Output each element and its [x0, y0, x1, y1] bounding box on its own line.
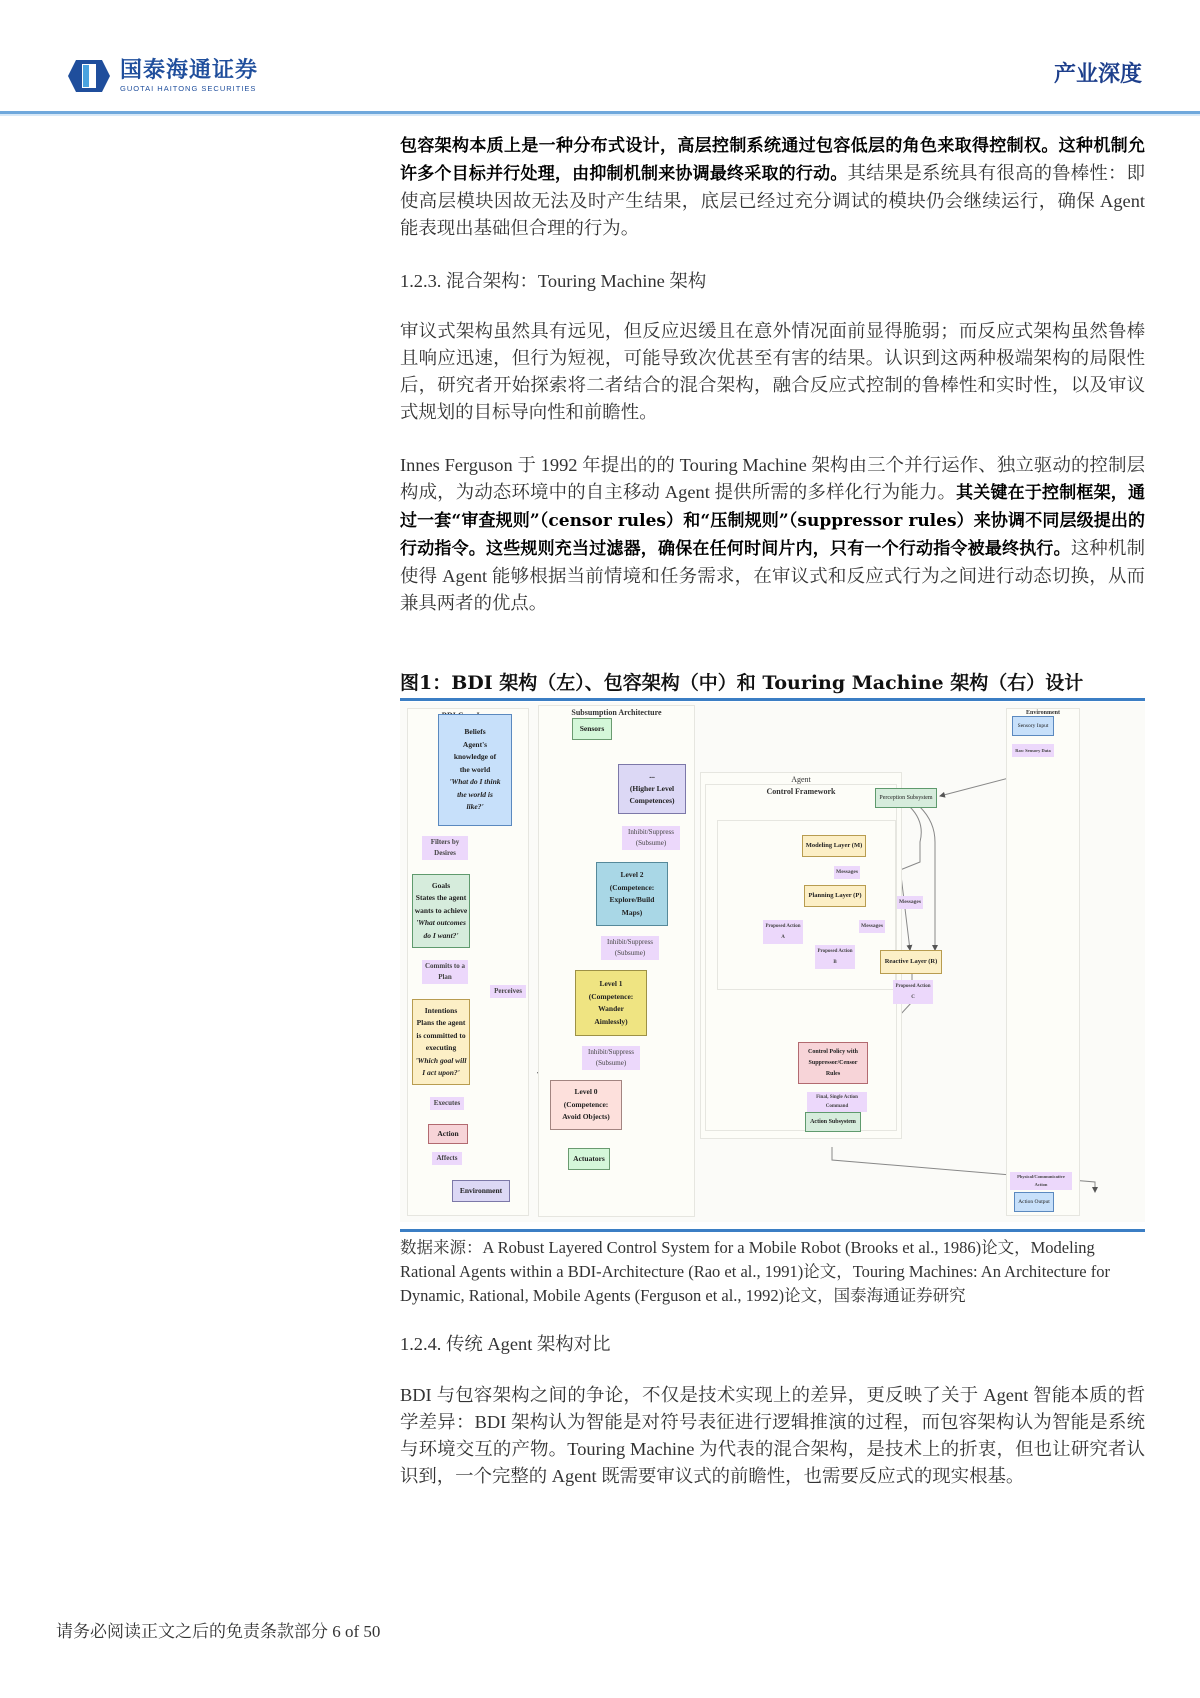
higher-level-competences-node: [618, 764, 686, 814]
node-line: wants to achieve: [414, 905, 468, 915]
page-number: 6 of 50: [332, 1622, 381, 1641]
bold-text: 包容架构本质上是一种分布式设计，高层控制系统通过包容低层的角色来取得控制权。这种机制允许多个目标并行处理，由抑制机制来协调最终采取的行动。: [400, 136, 1145, 184]
body-text: Innes Ferguson 于 1992 年提出的的 Touring Machine 架构由三个并行运作、独立驱动的控制层构成，为动态环境中的自主移动 Agent 提供所需的多样化行为能力。: [400, 455, 1145, 502]
figure-title: 图1：BDI 架构（左）、包容架构（中）和 Touring Machine 架构（右）设计: [400, 668, 1145, 701]
label-line: Commits to a: [424, 962, 466, 970]
heading-text: 1.2.4. 传统 Agent 架构对比: [400, 1334, 611, 1354]
node-line: Goals: [431, 880, 451, 890]
label-line: Plan: [438, 973, 452, 981]
environment-panel: [1006, 708, 1080, 1216]
proposed-action-a-label: Proposed Action A: [763, 920, 803, 944]
level-0-node: [550, 1080, 622, 1130]
paragraph-architecture-comparison: [400, 1382, 1145, 1490]
node-line: the world: [459, 764, 491, 774]
node-line: (Higher Level: [629, 783, 675, 793]
executes-label: Executes: [430, 1097, 464, 1110]
body-text: 其结果是系统具有很高的鲁棒性：即使高层模块因故无法及时产生结果，底层已经过充分调试的模块仍会继续运行，确保 Agent 能表现出基础但合理的行为。: [400, 163, 1145, 238]
beliefs-node: [438, 714, 512, 826]
node-line: 'What outcomes: [416, 918, 466, 928]
label-line: Filters by: [430, 838, 460, 846]
node-line: Level 0: [574, 1087, 598, 1097]
node-line: Explore/Build: [609, 895, 655, 904]
label-line: Physical/Communicative: [1017, 1174, 1065, 1179]
node-line: 'What do I think: [449, 777, 501, 787]
node-line: Competences): [629, 796, 675, 806]
paragraph-subsumption-summary: [400, 132, 1145, 242]
node-line: Maps): [621, 907, 643, 917]
node-line: do I want?': [423, 930, 459, 940]
bold-text: 其关键在于控制框架，通过一套“审查规则”（censor rules）和“压制规则”（suppressor rules）来协调不同层级提出的行动指令。这些规则充当过滤器，确保在任何时间片内，只有一个行动指令被最终执行。: [400, 483, 1145, 559]
raw-sensory-data-label: Raw Sensory Data: [1012, 744, 1054, 757]
action-output-node: Action Output: [1014, 1192, 1054, 1212]
body-text: BDI 与包容架构之间的争论，不仅是技术实现上的差异，更反映了关于 Agent 智能本质的哲学差异：BDI 架构认为智能是对符号表征进行逻辑推演的过程，而包容架构认为智能是系统与环境交互的产物。Touring Machine 为代表的混合架构，是技术上的折衷，但也让研究者认识到，一个完整的 Agent 既需要审议式的前瞻性，也需要反应式的现实根基。: [400, 1385, 1145, 1486]
label-line: Inhibit/Suppress: [607, 938, 653, 946]
header-divider: [0, 111, 1200, 116]
node-line: Avoid Objects): [562, 1112, 610, 1122]
inhibit-suppress-label-1: [601, 936, 659, 960]
node-line: Intentions: [424, 1005, 458, 1015]
page-footer: [56, 1617, 380, 1642]
node-line: Beliefs: [464, 727, 486, 737]
node-line: Plans the agent: [416, 1018, 466, 1027]
architecture-diagram: [400, 702, 1145, 1222]
node-line: I act upon?': [422, 1068, 460, 1077]
node-line: Aimlessly): [594, 1016, 628, 1026]
filters-by-desires-label: [422, 836, 468, 860]
label-line: Desires: [434, 849, 456, 857]
environment-panel-title: Environment: [1026, 710, 1060, 716]
section-heading-1-2-4: [400, 1330, 1145, 1356]
label-line: (Subsume): [614, 949, 646, 957]
node-line: Agent's: [462, 739, 488, 749]
perception-subsystem-node: Perception Subsystem: [875, 788, 937, 808]
disclaimer-text: 请务必阅读正文之后的免责条款部分: [56, 1622, 328, 1641]
label-line: Inhibit/Suppress: [628, 828, 674, 836]
affects-label: Affects: [432, 1152, 462, 1165]
final-action-command-label: [807, 1092, 867, 1112]
node-line: States the agent: [415, 893, 467, 903]
body-text: 审议式架构虽然具有远见，但反应迟缓且在意外情况面前显得脆弱；而反应式架构虽然鲁棒且响应迅速，但行为短视，可能导致次优甚至有害的结果。认识到这两种极端架构的局限性后，研究者开始探索将二者结合的混合架构，融合反应式控制的鲁棒性和实时性，以及审议式规划的目标导向性和前瞻性。: [400, 321, 1145, 422]
messages-label-mp: Messages: [834, 866, 860, 879]
intentions-node: [412, 999, 470, 1085]
actuators-node: Actuators: [568, 1148, 610, 1170]
label-line: (Subsume): [635, 839, 667, 847]
proposed-action-b-label: Proposed Action B: [815, 945, 855, 969]
page-header: [0, 0, 1200, 116]
node-line: Level 1: [599, 979, 623, 988]
company-logo: [66, 58, 258, 94]
node-line: the world is: [457, 789, 493, 799]
logo-chinese-name: 国泰海通证券: [120, 58, 259, 83]
sensory-input-node: Sensory Input: [1012, 716, 1054, 736]
node-line: (Competence:: [563, 1099, 609, 1109]
node-line: Level 2: [620, 870, 644, 879]
messages-label-pr: Messages: [859, 920, 885, 933]
logo-english-name: GUOTAI HAITONG SECURITIES: [120, 84, 257, 93]
node-line: Suppressor/Censor: [808, 1059, 858, 1066]
modeling-layer-node: Modeling Layer (M): [802, 835, 866, 857]
node-line: knowledge of: [453, 752, 497, 762]
perceives-label: Perceives: [490, 985, 526, 998]
action-node: Action: [428, 1124, 468, 1144]
node-line: is committed to: [416, 1030, 466, 1040]
bdi-environment-node: Environment: [452, 1180, 510, 1202]
node-line: 'Which goal will: [415, 1055, 467, 1065]
goals-node: [412, 874, 470, 948]
control-policy-node: [798, 1042, 868, 1084]
messages-label-mr: Messages: [897, 896, 923, 909]
label-line: Final, Single Action: [816, 1095, 858, 1100]
commits-to-plan-label: [422, 960, 468, 984]
label-line: Action: [1034, 1182, 1048, 1187]
paragraph-hybrid-intro: [400, 318, 1145, 426]
control-framework-title: Control Framework: [766, 787, 836, 796]
node-line: Rules: [825, 1070, 841, 1077]
node-line: Control Policy with: [808, 1048, 858, 1055]
node-line: like?': [466, 802, 484, 812]
report-type-label: 产业深度: [1053, 61, 1142, 87]
section-heading-1-2-3: [400, 267, 1145, 293]
node-line: ...: [649, 771, 655, 781]
label-line: Command: [825, 1104, 849, 1109]
node-line: (Competence:: [588, 991, 634, 1001]
action-subsystem-node: Action Subsystem: [805, 1112, 861, 1132]
physical-communicative-action-label: [1010, 1172, 1072, 1190]
level-1-node: [575, 970, 647, 1036]
figure-bottom-rule: [400, 1229, 1145, 1232]
node-line: Wander: [598, 1004, 624, 1013]
node-line: executing: [425, 1043, 457, 1052]
body-text: 这种机制使得 Agent 能够根据当前情境和任务需求，在审议式和反应式行为之间进行动态切换，从而兼具两者的优点。: [400, 538, 1145, 613]
label-line: (Subsume): [595, 1059, 627, 1067]
planning-layer-node: Planning Layer (P): [804, 885, 866, 907]
node-line: (Competence:: [609, 882, 655, 892]
heading-text: 1.2.3. 混合架构：Touring Machine 架构: [400, 271, 707, 291]
label-line: Inhibit/Suppress: [588, 1048, 634, 1056]
level-2-node: [596, 862, 668, 926]
sensors-node: Sensors: [572, 718, 612, 740]
reactive-layer-node: Reactive Layer (R): [880, 950, 942, 974]
paragraph-touring-machine: [400, 452, 1145, 617]
subsumption-panel-title: Subsumption Architecture: [571, 708, 662, 717]
logo-emblem-icon: [66, 58, 112, 94]
agent-panel-title: Agent: [791, 775, 811, 784]
inhibit-suppress-label-2: [622, 826, 680, 850]
inhibit-suppress-label-0: [582, 1046, 640, 1070]
proposed-action-c-label: Proposed Action C: [893, 980, 933, 1004]
figure-source-note: 数据来源：A Robust Layered Control System for a Mobile Robot (Brooks et al., 1986)论文，Modeling Rational Agents within a BDI-Architecture (Rao et al., 1991)论文，Touring Machines: An Architecture for Dynamic, Rational, Mobile Agents (Ferguson et al., 1992)论文，国泰海通证券研究: [400, 1238, 1110, 1305]
